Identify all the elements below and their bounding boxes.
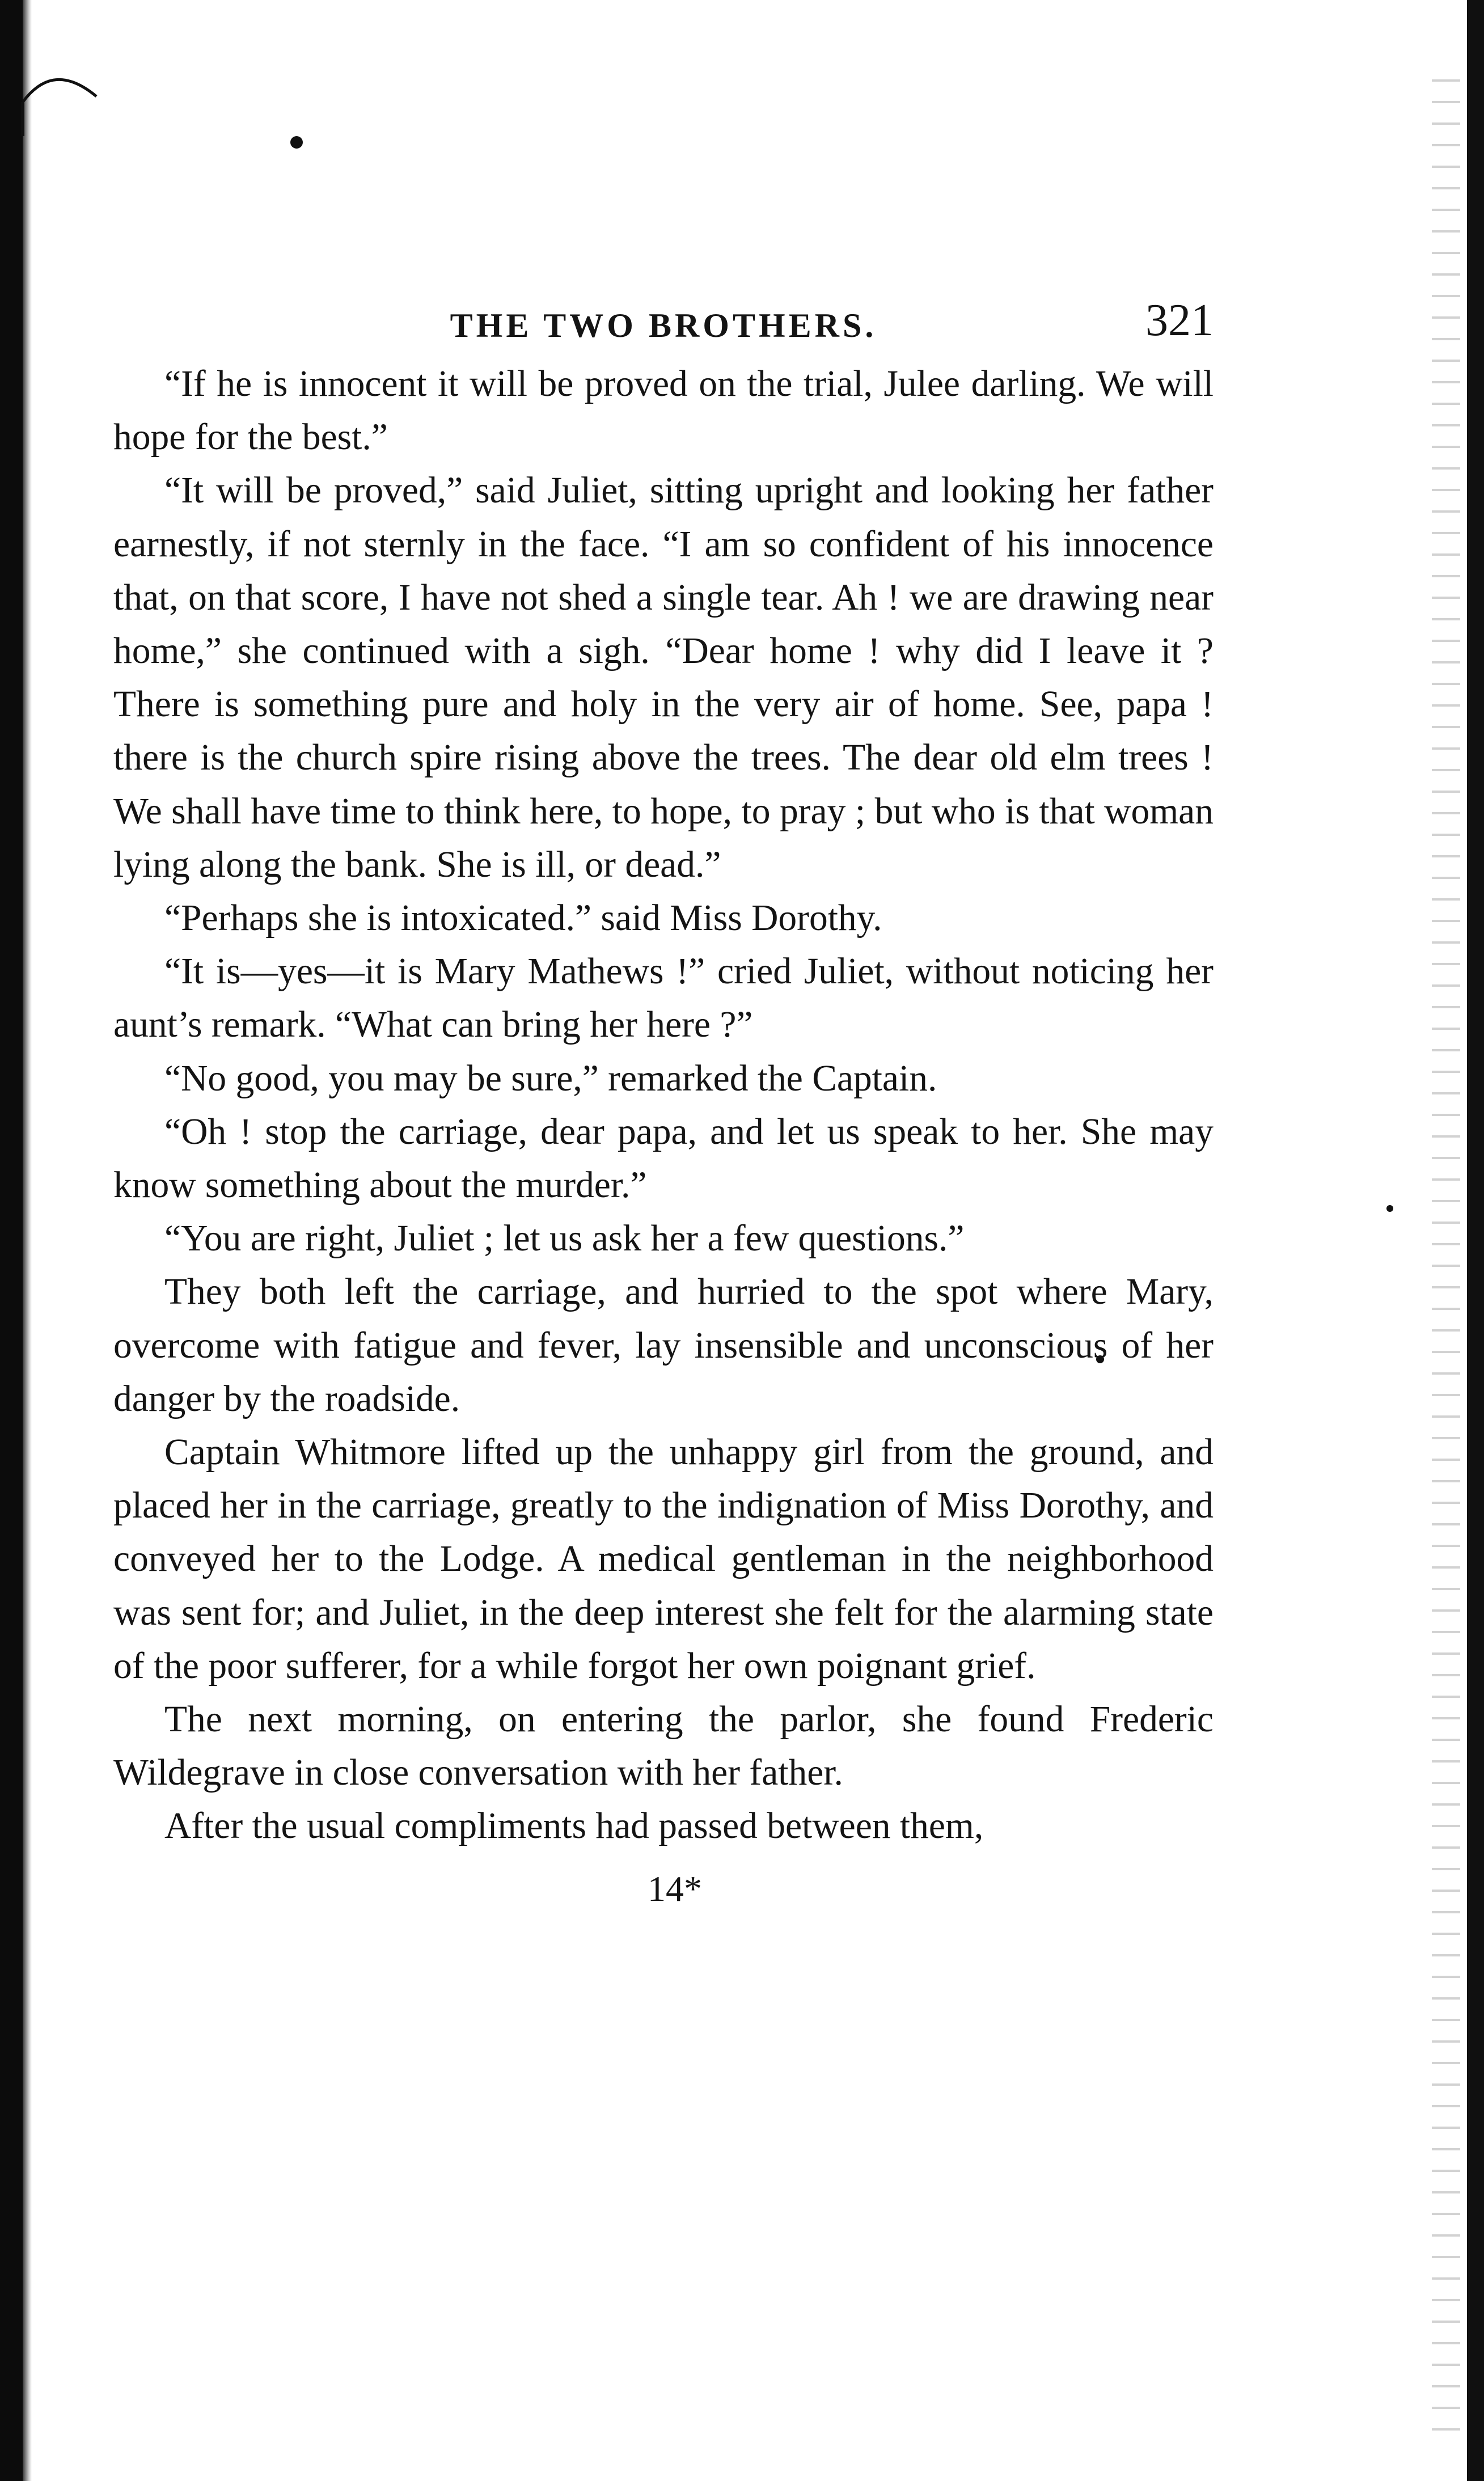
- paragraph: “If he is innocent it will be proved on the trial, Julee darling. We will hope for the best.”: [113, 364, 1214, 458]
- book-spine-shadow: [0, 0, 23, 2481]
- book-page: [113, 295, 1214, 1910]
- running-header: [113, 295, 1214, 357]
- paragraph: “You are right, Juliet ; let us ask her a few questions.”: [164, 1218, 965, 1259]
- paragraph: “No good, you may be sure,” remarked the Captain.: [164, 1058, 937, 1099]
- paragraph: The next morning, on entering the parlor, she found Frederic Wildegrave in close conversation with her father.: [113, 1699, 1214, 1794]
- paragraph: They both left the carriage, and hurried to the spot where Mary, overcome with fatigue and fever, lay insensible and unconscious of her danger by the roadside.: [113, 1271, 1214, 1419]
- paper-curl-mark: [0, 57, 113, 136]
- body-text: [113, 357, 1214, 1853]
- ink-speck: [290, 136, 303, 149]
- ink-speck: [1386, 1205, 1393, 1212]
- signature-mark: 14*: [648, 1868, 702, 1909]
- scan-border-right: [1467, 0, 1484, 2481]
- running-title: THE TWO BROTHERS.: [450, 307, 877, 344]
- page-edge-texture: [1432, 79, 1460, 2433]
- paragraph: Captain Whitmore lifted up the unhappy girl from the ground, and placed her in the carriage, greatly to the indignation of Miss Dorothy, and conveyed her to the Lodge. A medical gentleman in the neighborhood was sent for; and Juliet, in the deep interest she felt for the alarming state of the poor sufferer, for a while forgot her own poignant grief.: [113, 1432, 1214, 1687]
- paragraph: After the usual compliments had passed between them,: [164, 1806, 984, 1847]
- page-gutter: [23, 0, 32, 2481]
- paragraph: “Oh ! stop the carriage, dear papa, and let us speak to her. She may know something about the murder.”: [113, 1111, 1214, 1206]
- page-number: 321: [1145, 295, 1214, 345]
- paragraph: “It will be proved,” said Juliet, sitting upright and looking her father earnestly, if not sternly in the face. “I am so confident of his innocence that, on that score, I have not shed a single tear. Ah ! we are drawing near home,” she continued with a sigh. “Dear home ! why did I leave it ? There is something pure and holy in the very air of home. See, papa ! there is the church spire rising above the trees. The dear old elm trees ! We shall have time to think here, to hope, to pray ; but who is that woman lying along the bank. She is ill, or dead.”: [113, 470, 1214, 885]
- paragraph: “It is—yes—it is Mary Mathews !” cried Juliet, without noticing her aunt’s remark. “What can bring her here ?”: [113, 951, 1214, 1046]
- paragraph: “Perhaps she is intoxicated.” said Miss Dorothy.: [164, 898, 882, 939]
